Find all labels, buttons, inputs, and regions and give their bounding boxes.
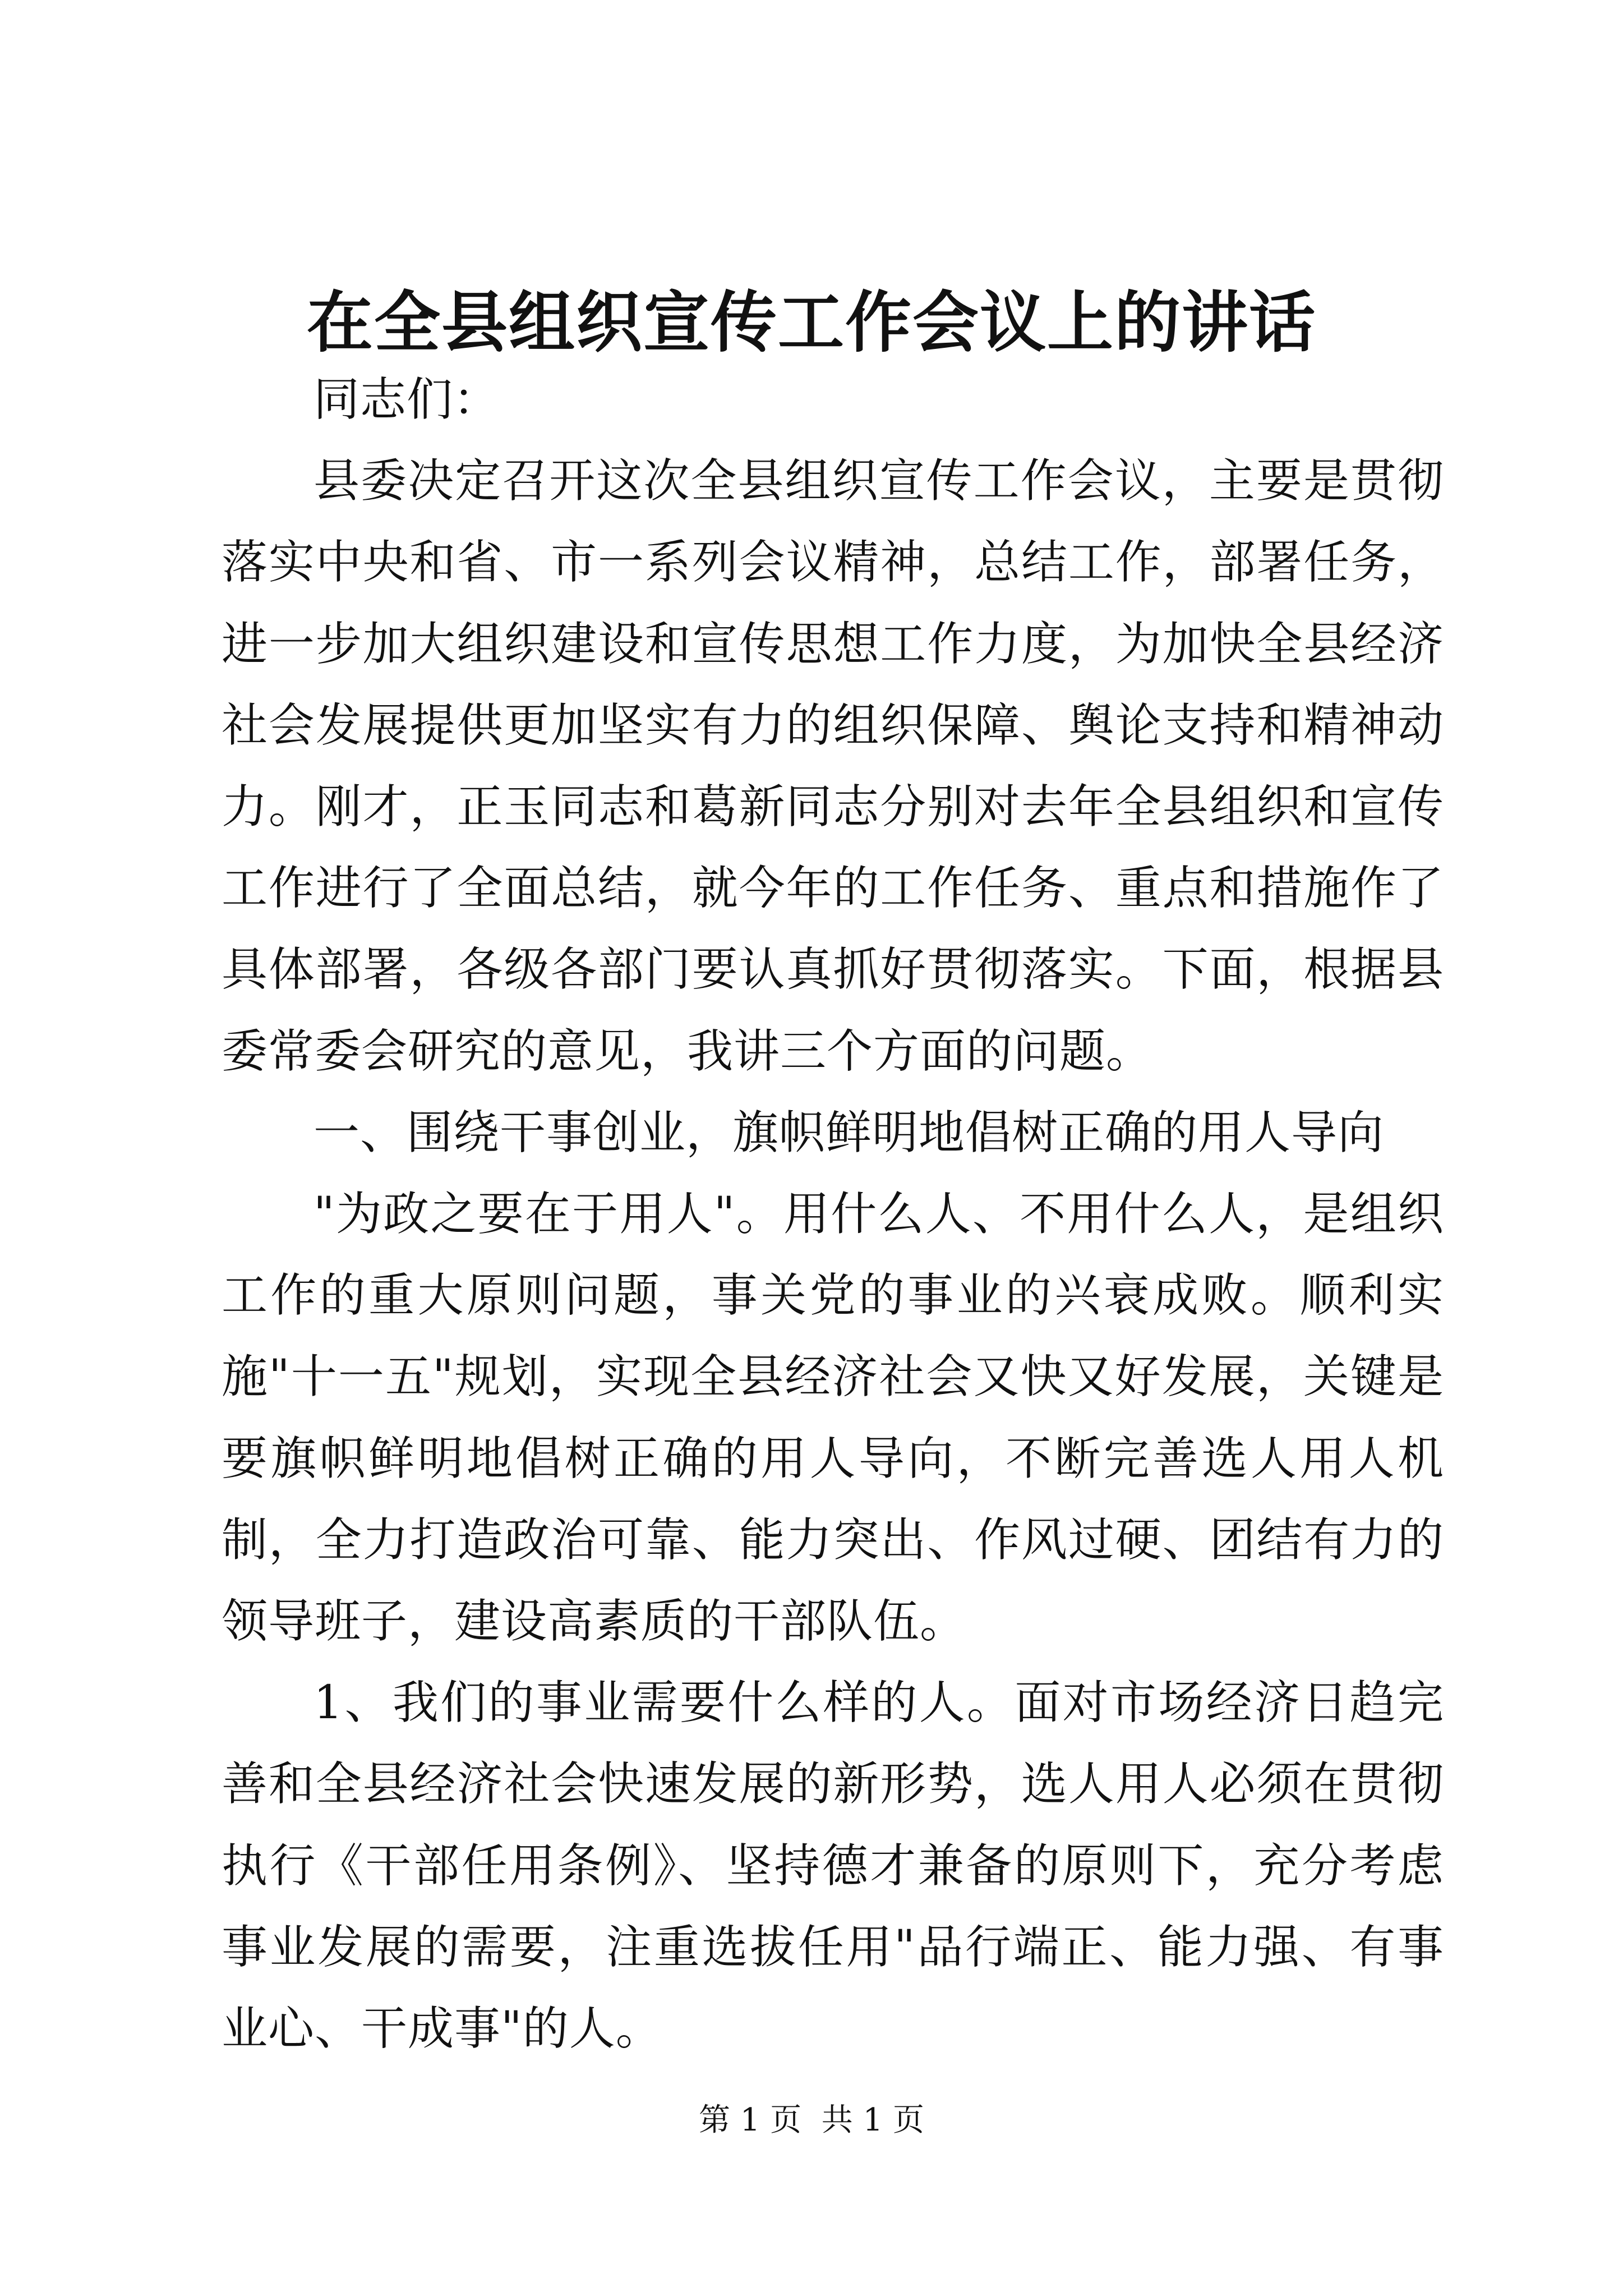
body-paragraph: "为政之要在于用人"。用什么人、不用什么人，是组织工作的重大原则问题，事关党的事业的兴衰成败。顺利实施"十一五"规划，实现全县经济社会又快又好发展，关键是要旗帜鲜明地倡树正确的用人导向，不断完善选人用人机制，全力打造政治可靠、能力突出、作风过硬、团结有力的领导班子，建设高素质的干部队伍。	[222, 1188, 1444, 1649]
page-footer: 第 1 页 共 1 页	[698, 2102, 925, 2138]
salutation: 同志们：	[313, 373, 500, 426]
section-heading: 一、围绕干事创业，旗帜鲜明地倡树正确的用人导向	[313, 1106, 1385, 1159]
document-body	[222, 359, 1444, 2069]
document-title: 在全县组织宣传工作会议上的讲话	[306, 283, 1316, 361]
body-paragraph: 1、我们的事业需要什么样的人。面对市场经济日趋完善和全县经济社会快速发展的新形势，选人用人必须在贯彻执行《干部任用条例》、坚持德才兼备的原则下，充分考虑事业发展的需要，注重选拔任用"品行端正、能力强、有事业心、干成事"的人。	[222, 1676, 1444, 2056]
body-paragraph: 县委决定召开这次全县组织宣传工作会议，主要是贯彻落实中央和省、市一系列会议精神，总结工作，部署任务，进一步加大组织建设和宣传思想工作力度，为加快全县经济社会发展提供更加坚实有力的组织保障、舆论支持和精神动力。刚才，正玉同志和葛新同志分别对去年全县组织和宣传工作进行了全面总结，就今年的工作任务、重点和措施作了具体部署，各级各部门要认真抓好贯彻落实。下面，根据县委常委会研究的意见，我讲三个方面的问题。	[222, 454, 1444, 1078]
